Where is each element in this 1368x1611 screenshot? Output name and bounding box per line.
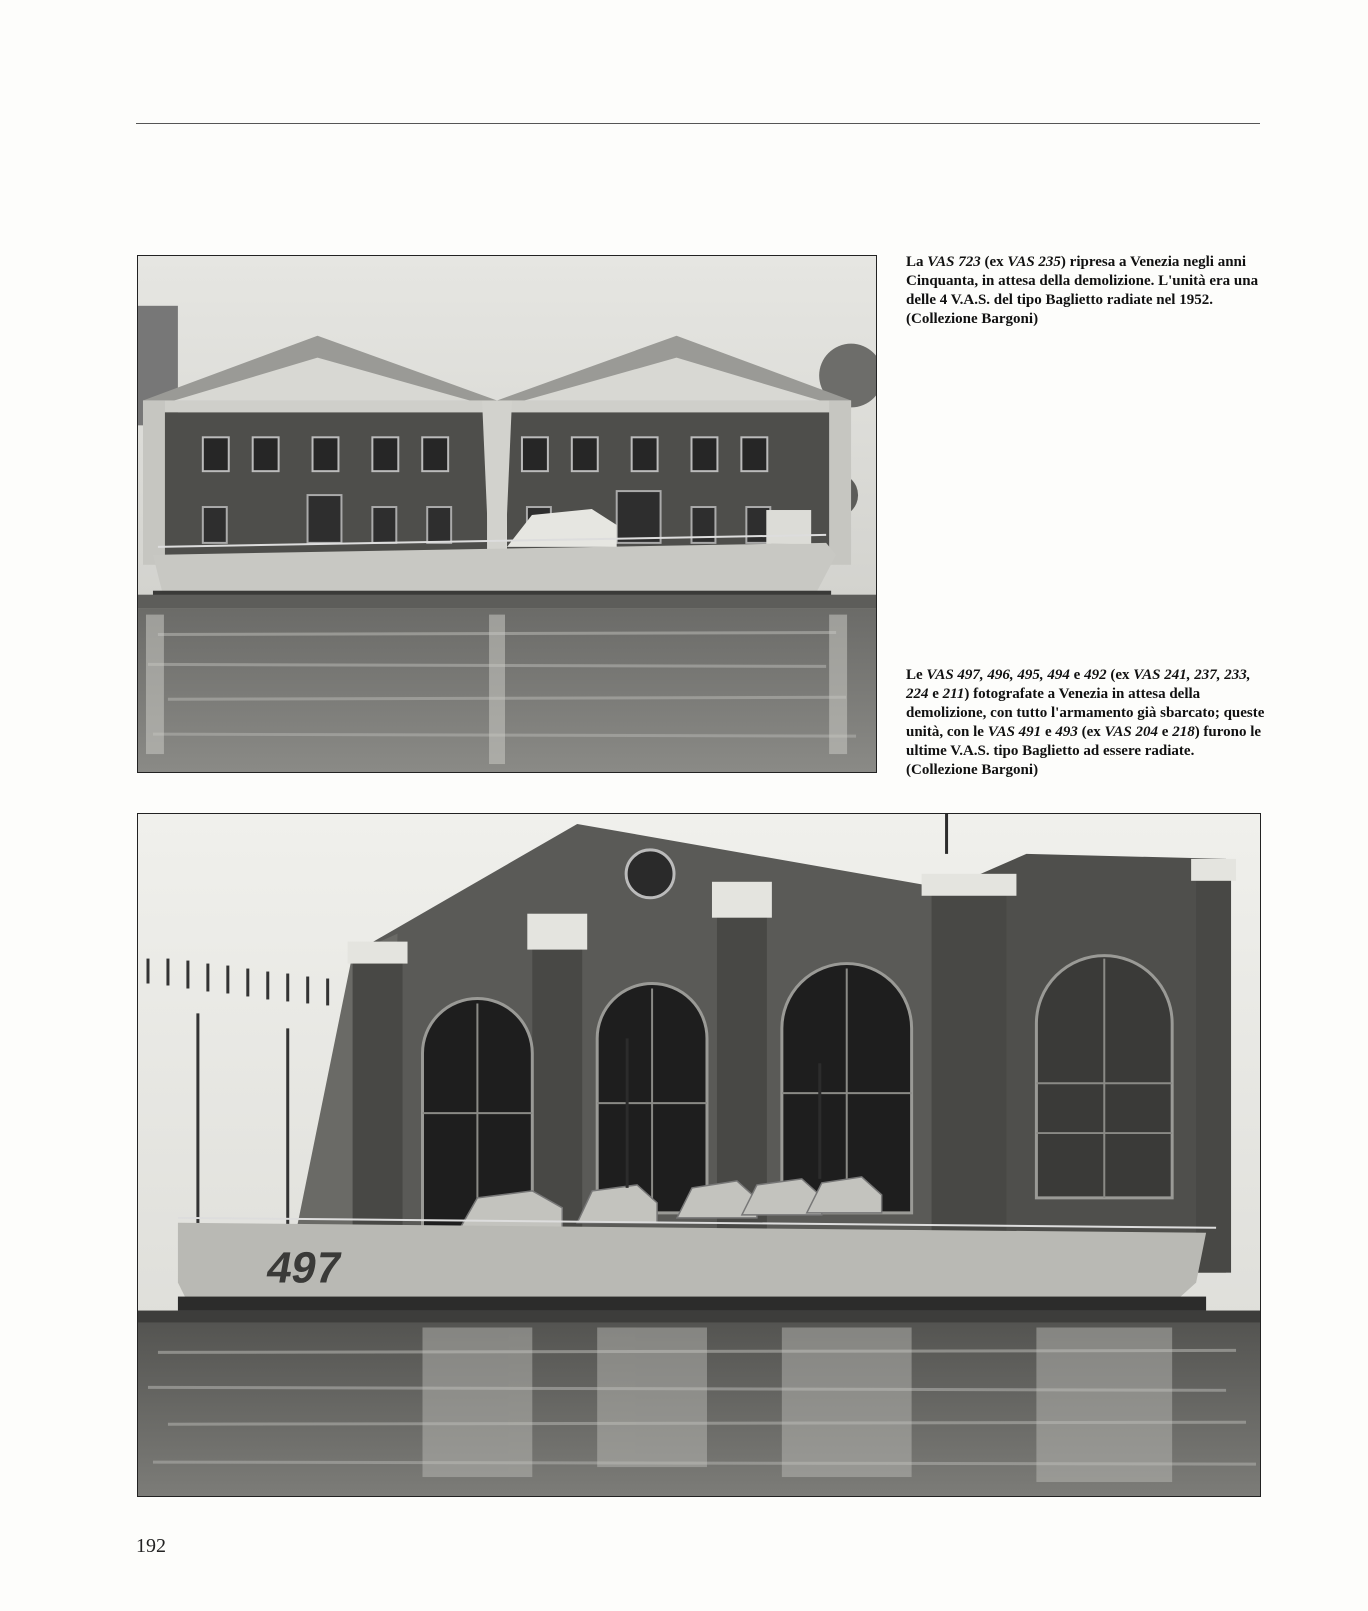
caption-vessel-name: 493 — [1055, 724, 1078, 740]
caption-vessel-name: VAS 491 — [987, 724, 1042, 740]
caption-vessel-name: VAS 235 — [1007, 254, 1061, 270]
caption-vessel-name: VAS 204 — [1104, 724, 1159, 740]
caption-vessel-name: 492 — [1084, 667, 1107, 683]
caption-vessel-name: VAS 241, 237, 233, 224 — [906, 667, 1251, 702]
page-number: 192 — [136, 1535, 166, 1557]
photo-vas-497-group — [137, 813, 1261, 1497]
caption-text: (ex — [1106, 667, 1134, 683]
caption-vessel-name: 218 — [1172, 724, 1195, 740]
caption-text: ) furono le ultime V.A.S. tipo Baglietto ad essere radiate. (Collezione Bargoni) — [906, 724, 1262, 778]
hull-number-497: 497 — [263, 1243, 345, 1293]
caption-text: La — [906, 254, 928, 270]
caption-text: ) fotografate a Venezia in attesa della demolizione, con tutto l'armamento già sbarcato; queste unità, con le — [906, 686, 1265, 740]
photo-vas-497-group-image — [138, 814, 1260, 1496]
caption-vessel-name: VAS 723 — [927, 254, 981, 270]
photo-vas-723 — [137, 255, 877, 773]
caption-vas-baglietto-group — [906, 666, 1266, 780]
caption-text: ) ripresa a Venezia negli anni Cinquanta, in attesa della demolizione. L'unità era una delle 4 V.A.S. del tipo Baglietto radiate nel 1952. (Collezione Bargoni) — [906, 254, 1259, 327]
caption-text: Le — [906, 667, 927, 683]
caption-vessel-name: VAS 497, 496, 495, 494 — [926, 667, 1070, 683]
caption-text: e — [928, 686, 943, 702]
caption-text: e — [1158, 724, 1173, 740]
header-rule — [136, 123, 1260, 124]
caption-vessel-name: 211 — [942, 686, 965, 702]
caption-text: (ex — [1077, 724, 1105, 740]
caption-text: e — [1069, 667, 1085, 683]
caption-text: e — [1041, 724, 1056, 740]
caption-vas-723 — [906, 253, 1266, 329]
caption-text: (ex — [980, 254, 1008, 270]
photo-vas-723-image — [138, 256, 876, 772]
